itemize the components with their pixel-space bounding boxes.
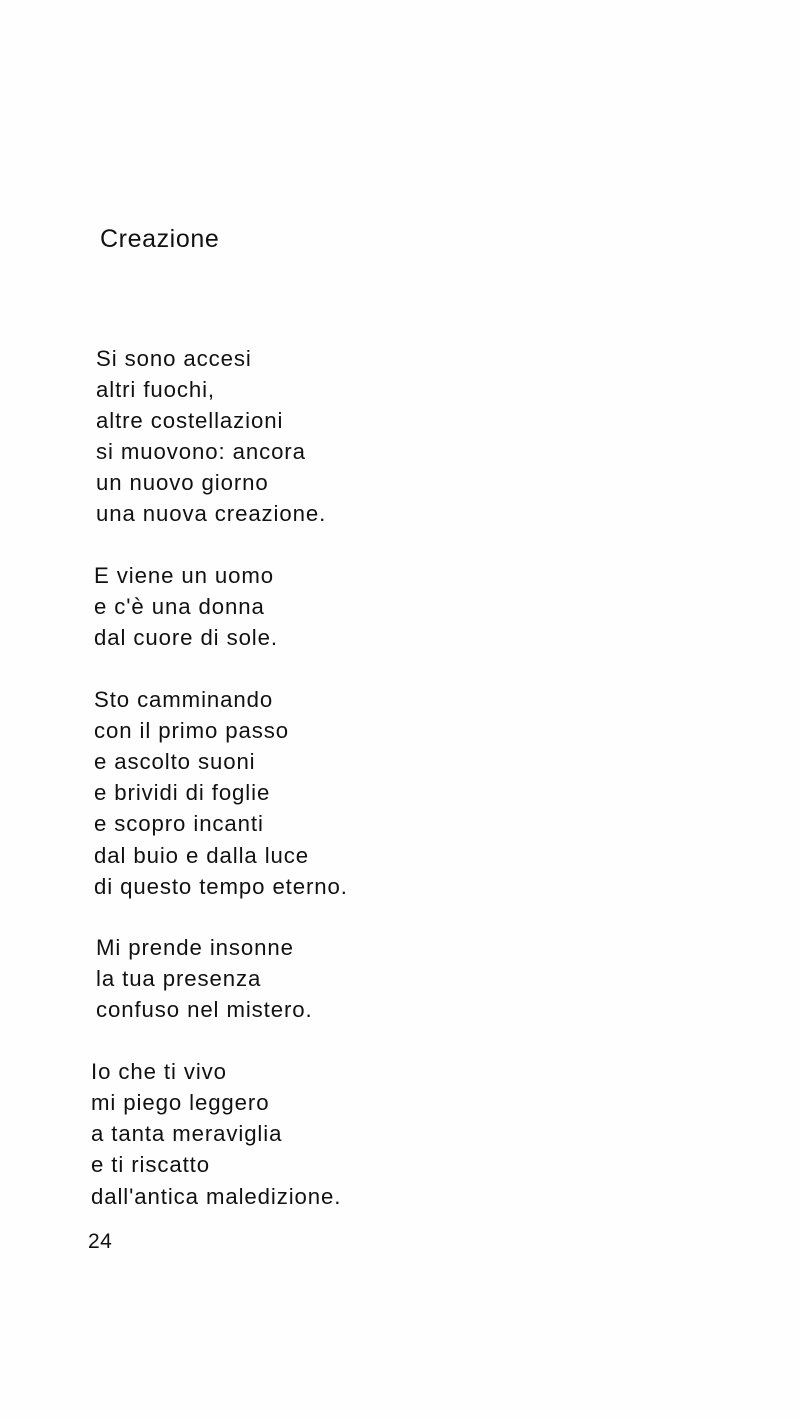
poem-line: dall'antica maledizione.	[91, 1183, 342, 1209]
poem-body	[91, 343, 731, 1242]
poem-line: e c'è una donna	[94, 594, 265, 620]
poem-line: Mi prende insonne	[96, 935, 294, 961]
poem-line: la tua presenza	[96, 966, 262, 992]
poem-line: altri fuochi,	[96, 377, 215, 403]
poem-line: e scopro incanti	[94, 811, 264, 837]
poem-line: mi piego leggero	[91, 1090, 270, 1116]
poem-line: a tanta meraviglia	[91, 1121, 283, 1147]
poem-line: E viene un uomo	[94, 563, 275, 589]
stanza-3	[91, 684, 731, 902]
poem-line: di questo tempo eterno.	[94, 873, 348, 899]
poem-line: altre costellazioni	[96, 408, 284, 434]
poem-line: Io che ti vivo	[91, 1059, 227, 1085]
poem-line: e ascolto suoni	[94, 749, 256, 775]
poem-title: Creazione	[100, 225, 220, 253]
poem-line: e ti riscatto	[91, 1152, 210, 1178]
poem-line: una nuova creazione.	[96, 501, 327, 527]
stanza-5	[91, 1056, 731, 1211]
poem-line: dal cuore di sole.	[94, 625, 278, 651]
poem-line: Si sono accesi	[96, 346, 252, 371]
poem-line: si muovono: ancora	[96, 439, 306, 465]
stanza-1	[91, 343, 731, 530]
poem-line: confuso nel mistero.	[96, 997, 313, 1023]
poem-line: un nuovo giorno	[96, 470, 269, 496]
poem-line: dal buio e dalla luce	[94, 842, 310, 868]
page-number: 24	[88, 1230, 113, 1253]
stanza-2	[91, 560, 731, 653]
poem-line: e brividi di foglie	[94, 780, 271, 806]
poem-line: Sto camminando	[94, 687, 274, 713]
poem-line: con il primo passo	[94, 718, 290, 744]
stanza-4	[91, 932, 731, 1025]
